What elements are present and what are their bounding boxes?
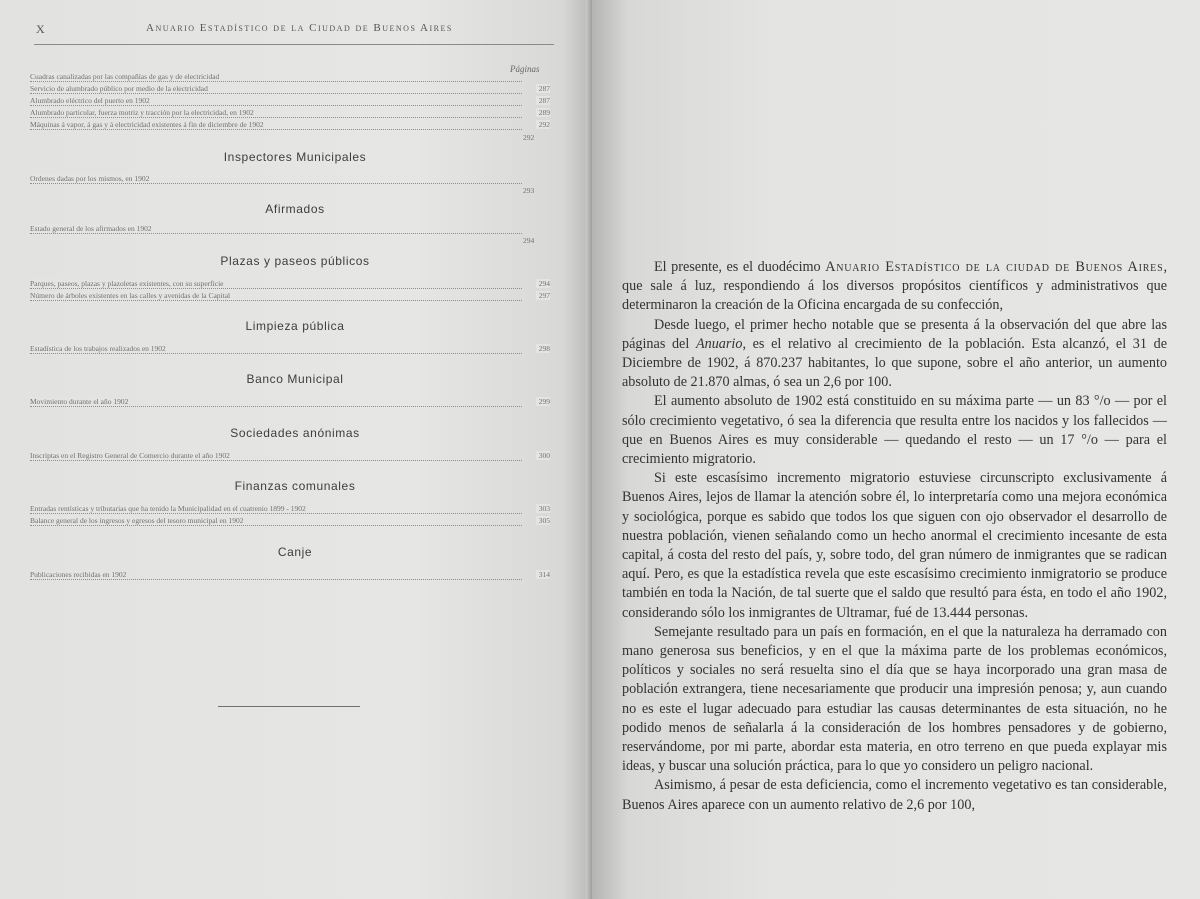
toc-entry: Máquinas á vapor, á gas y á electricidad existentes á fin de diciembre de 1902 292 (30, 120, 550, 129)
paragraph: Asimismo, á pesar de esta deficiencia, como el incremento vegetativo es tan considerable, Buenos Aires aparece con un aumento relativo de 2,6 por 100, (622, 777, 1167, 813)
toc-entry: Número de árboles existentes en las calles y avenidas de la Capital 297 (30, 291, 550, 300)
section-title: Plazas y paseos públicos (220, 254, 370, 268)
preface-text (622, 258, 1167, 815)
page-folio: X (36, 22, 45, 36)
section-title: Inspectores Municipales (223, 150, 367, 164)
paragraph: Desde luego, el primer hecho notable que se presenta á la observación del que abre las páginas del Anuario, es el relativo al crecimiento de la población. Esta alcanzó, el 31 de Diciembre de 1902, á 870.237 habitantes, lo que supone, sobre el año anterior, un aumento absoluto de 21.870 almas, ó sea un 2,6 por 100. (622, 316, 1167, 391)
toc-entry: Alumbrado particular, fuerza motriz y tracción por la electricidad, en 1902 289 (30, 108, 550, 117)
section-title: Sociedades anónimas (230, 426, 360, 440)
left-page (0, 0, 592, 899)
pages-column-label: Páginas (510, 64, 540, 74)
closing-rule (218, 706, 360, 707)
paragraph: Semejante resultado para un país en formación, en el que la naturaleza ha derramado con mano generosa sus beneficios, y en el que la máxima parte de los problemas económicos, políticos y sociales no será resuelta sino el día que se haya incorporado una gran masa de población extrangera, tiene necesariamente que producir una impresión penosa; y, aun cuando no es este el lugar adecuado para estudiar las causas determinantes de esta situación, no he podido menos de señalarla á la consideración de los hombres pensadores y de gobierno, reservándome, por mi parte, abordar esta materia, en otro terreno en que pueda explayar mis ideas, y buscar una solución práctica, para lo que yo considero un peligro nacional. (622, 623, 1167, 775)
toc-page-number: 294 (523, 236, 535, 245)
header-rule (34, 44, 554, 45)
section-title: Afirmados (265, 202, 325, 216)
toc-page-number: 292 (523, 133, 535, 142)
running-head (36, 22, 546, 38)
right-page (592, 0, 1200, 899)
toc-entry: Ordenes dadas por los mismos, en 1902 (30, 174, 550, 186)
toc-entry: Servicio de alumbrado público por medio de la electricidad 287 (30, 84, 550, 93)
section-title: Canje (277, 545, 313, 559)
toc-entry: Publicaciones recibidas en 1902 314 (30, 570, 550, 579)
section-title: Banco Municipal (246, 372, 344, 386)
toc-entry: Alumbrado eléctrico del puerto en 1902 287 (30, 96, 550, 105)
toc-entry: Parques, paseos, plazas y plazoletas existentes, con su superficie 294 (30, 279, 550, 288)
paragraph: El presente, es el duodécimo Anuario Estadístico de la ciudad de Buenos Aires, que sale á luz, respondiendo á los diversos propósitos científicos y administrativos que determinaron la creación de la Oficina encargada de su confección, (622, 259, 1167, 314)
running-head-title: Anuario Estadístico de la Ciudad de Buenos Aires (146, 22, 453, 34)
toc-page-number: 293 (523, 186, 535, 195)
section-title: Finanzas comunales (234, 479, 356, 493)
toc-entry: Movimiento durante el año 1902 299 (30, 397, 550, 406)
toc-entry: Inscriptas en el Registro General de Comercio durante el año 1902 300 (30, 451, 550, 460)
toc-entry: Estado general de los afirmados en 1902 (30, 224, 550, 236)
toc-entry: Balance general de los ingresos y egresos del tesoro municipal en 1902 305 (30, 516, 550, 525)
toc-entry: Estadística de los trabajos realizados en 1902 298 (30, 344, 550, 353)
section-title: Limpieza pública (245, 319, 345, 333)
toc-entry: Entradas rentísticas y tributarias que ha tenido la Municipalidad en el cuatrenio 1899 - 1902 303 (30, 504, 550, 513)
toc-entry: Cuadras canalizadas por las compañías de gas y de electricidad (30, 72, 550, 84)
paragraph: El aumento absoluto de 1902 está constituido en su máxima parte — un 83 °/o — por el sólo crecimiento vegetativo, ó sea la diferencia que resulta entre los nacidos y los fallecidos — que en Buenos Aires es muy considerable — quedando el resto — un 17 °/o — para el crecimiento migratorio. (622, 393, 1167, 468)
paragraph: Si este escasísimo incremento migratorio estuviese circunscripto exclusivamente á Buenos Aires, lejos de llamar la atención sobre él, lo interpretaría como una mejora económica y sociológica, porque es sabido que todos los que siguen con ojo observador el desarrollo de nuestra población, vienen señalando como un hecho anormal el crecimiento incesante de esta capital, á costa del resto del país, y, sobre todo, del gran número de inmigrantes que se radican aquí. Pero, es que la estadística revela que este escasísimo crecimiento inmigratorio se produce también en toda la Nación, de tal suerte que el saldo que resultó para ésta, en todo el año 1902, considerando sólo los inmigrantes de Ultramar, fué de 13.444 personas. (622, 470, 1167, 621)
